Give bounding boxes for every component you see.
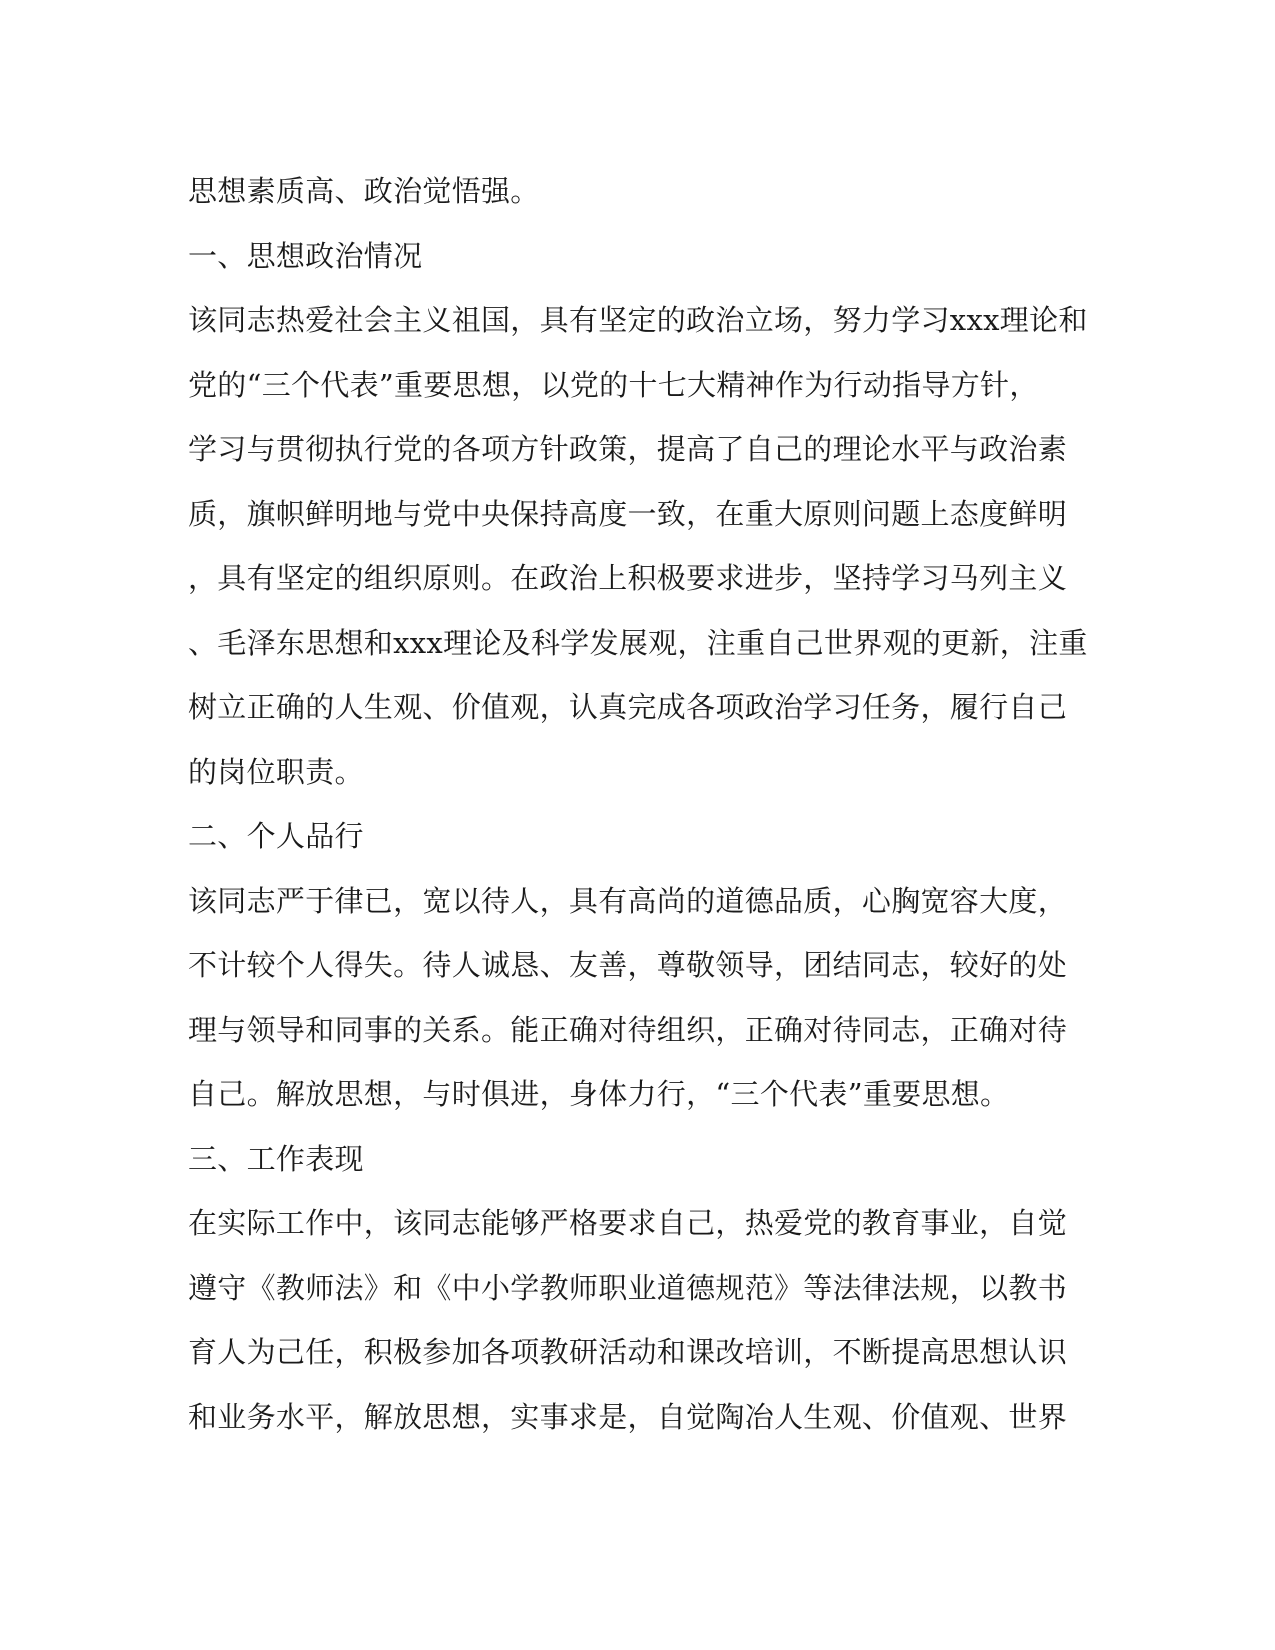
paragraph-line: 不计较个人得失。待人诚恳、友善，尊敬领导，团结同志，较好的处 bbox=[188, 948, 1068, 982]
paragraph-line: 党的“三个代表”重要思想，以党的十七大精神作为行动指导方针， bbox=[188, 367, 1039, 402]
section-heading: 二、个人品行 bbox=[188, 819, 364, 853]
paragraph-line: 和业务水平，解放思想，实事求是，自觉陶冶人生观、价值观、世界 bbox=[188, 1399, 1068, 1434]
paragraph-line: 育人为己任，积极参加各项教研活动和课改培训，不断提高思想认识 bbox=[188, 1335, 1068, 1369]
paragraph-line: 的岗位职责。 bbox=[188, 754, 364, 789]
section-heading: 一、思想政治情况 bbox=[188, 238, 423, 273]
paragraph-line: ，具有坚定的组织原则。在政治上积极要求进步，坚持学习马列主义 bbox=[188, 561, 1068, 595]
document-body bbox=[188, 159, 1088, 1449]
section-heading: 三、工作表现 bbox=[188, 1141, 364, 1176]
paragraph-line: 思想素质高、政治觉悟强。 bbox=[188, 174, 540, 208]
paragraph-line: 在实际工作中，该同志能够严格要求自己，热爱党的教育事业，自觉 bbox=[188, 1206, 1068, 1240]
paragraph-line: 树立正确的人生观、价值观，认真完成各项政治学习任务，履行自己 bbox=[188, 690, 1068, 724]
paragraph-line: 、毛泽东思想和xxx理论及科学发展观，注重自己世界观的更新，注重 bbox=[188, 625, 1088, 660]
paragraph-line: 理与领导和同事的关系。能正确对待组织，正确对待同志，正确对待 bbox=[188, 1012, 1068, 1047]
paragraph-line: 遵守《教师法》和《中小学教师职业道德规范》等法律法规，以教书 bbox=[188, 1270, 1068, 1305]
paragraph-line: 该同志热爱社会主义祖国，具有坚定的政治立场，努力学习xxx理论和 bbox=[188, 303, 1088, 337]
paragraph-line: 学习与贯彻执行党的各项方针政策，提高了自己的理论水平与政治素 bbox=[188, 432, 1068, 466]
paragraph-line: 该同志严于律已，宽以待人，具有高尚的道德品质，心胸宽容大度， bbox=[188, 883, 1068, 918]
paragraph-line: 自己。解放思想，与时俱进，身体力行，“三个代表”重要思想。 bbox=[188, 1077, 1010, 1111]
paragraph-line: 质，旗帜鲜明地与党中央保持高度一致，在重大原则问题上态度鲜明 bbox=[188, 496, 1068, 531]
